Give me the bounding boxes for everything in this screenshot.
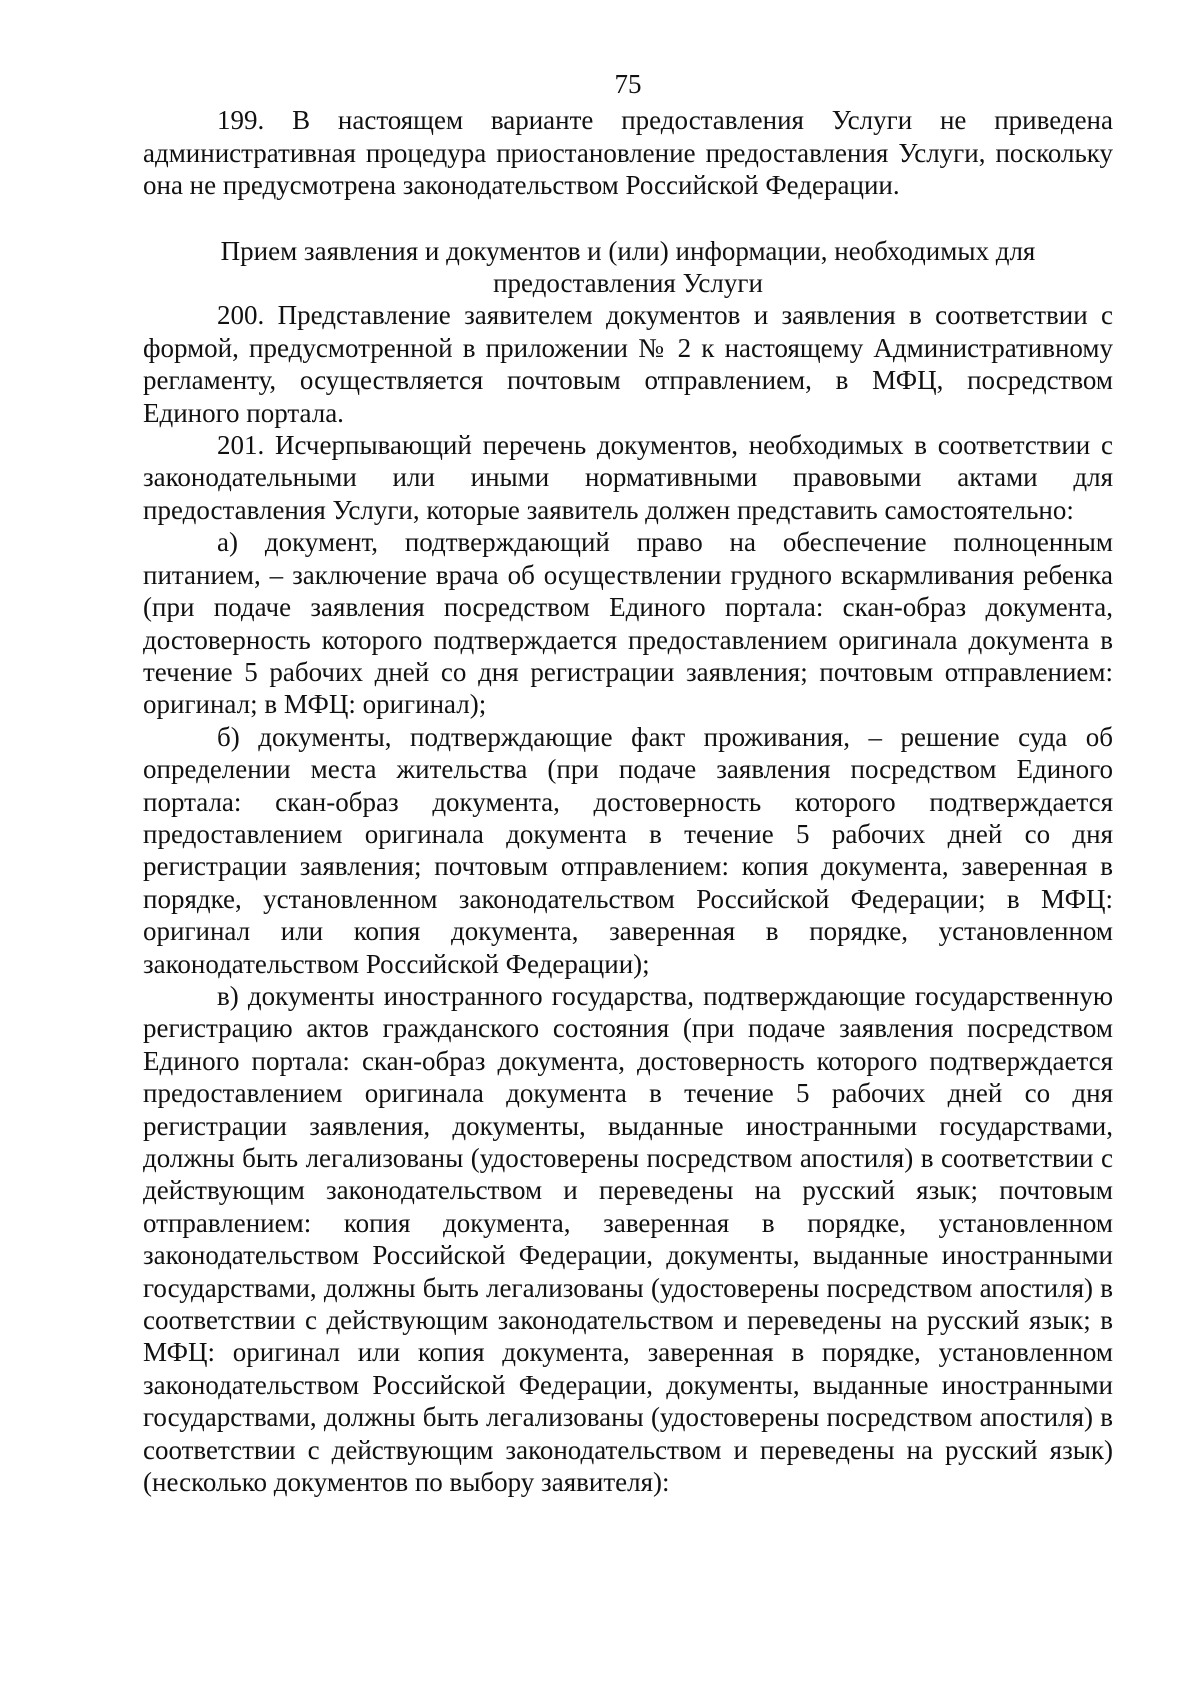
list-item-a: а) документ, подтверждающий право на обеспечение полноценным питанием, – заключение врача об осуществлении грудного вскармливания ребенка (при подаче заявления посредством Единого портала: скан-образ документа, достоверность которого подтверждается предоставлением оригинала документа в течение 5 рабочих дней со дня регистрации заявления; почтовым отправлением: оригинал; в МФЦ: оригинал); <box>143 527 1113 720</box>
page-number: 75 <box>614 69 642 99</box>
list-item-b: б) документы, подтверждающие факт проживания, – решение суда об определении места жительства (при подаче заявления посредством Единого портала: скан-образ документа, достоверность которого подтверждается предоставлением оригинала документа в течение 5 рабочих дней со дня регистрации заявления; почтовым отправлением: копия документа, заверенная в порядке, установленном законодательством Российской Федерации; в МФЦ: оригинал или копия документа, заверенная в порядке, установленном законодательством Российской Федерации); <box>143 721 1113 979</box>
paragraph-200: 200. Представление заявителем документов и заявления в соответствии с формой, предусмотренной в приложении № 2 к настоящему Административному регламенту, осуществляется почтовым отправлением, в МФЦ, посредством Единого портала. <box>143 300 1113 428</box>
paragraph-199: 199. В настоящем варианте предоставления Услуги не приведена административная процедура приостановление предоставления Услуги, поскольку она не предусмотрена законодательством Российской Федерации. <box>143 105 1113 201</box>
paragraph-201: 201. Исчерпывающий перечень документов, необходимых в соответствии с законодательными или иными нормативными правовыми актами для предоставления Услуги, которые заявитель должен представить самостоятельно: <box>143 430 1113 525</box>
section-heading: Прием заявления и документов и (или) информации, необходимых для предоставления Услуги <box>220 235 1036 299</box>
document-page <box>143 68 1113 1498</box>
list-item-v: в) документы иностранного государства, подтверждающие государственную регистрацию актов гражданского состояния (при подаче заявления посредством Единого портала: скан-образ документа, достоверность которого подтверждается предоставлением оригинала документа в течение 5 рабочих дней со дня регистрации заявления, документы, выданные иностранными государствами, должны быть легализованы (удостоверены посредством апостиля) в соответствии с действующим законодательством и переведены на русский язык; почтовым отправлением: копия документа, заверенная в порядке, установленном законодательством Российской Федерации, документы, выданные иностранными государствами, должны быть легализованы (удостоверены посредством апостиля) в соответствии с действующим законодательством и переведены на русский язык; в МФЦ: оригинал или копия документа, заверенная в порядке, установленном законодательством Российской Федерации, документы, выданные иностранными государствами, должны быть легализованы (удостоверены посредством апостиля) в соответствии с действующим законодательством и переведены на русский язык) (несколько документов по выбору заявителя): <box>143 980 1113 1498</box>
